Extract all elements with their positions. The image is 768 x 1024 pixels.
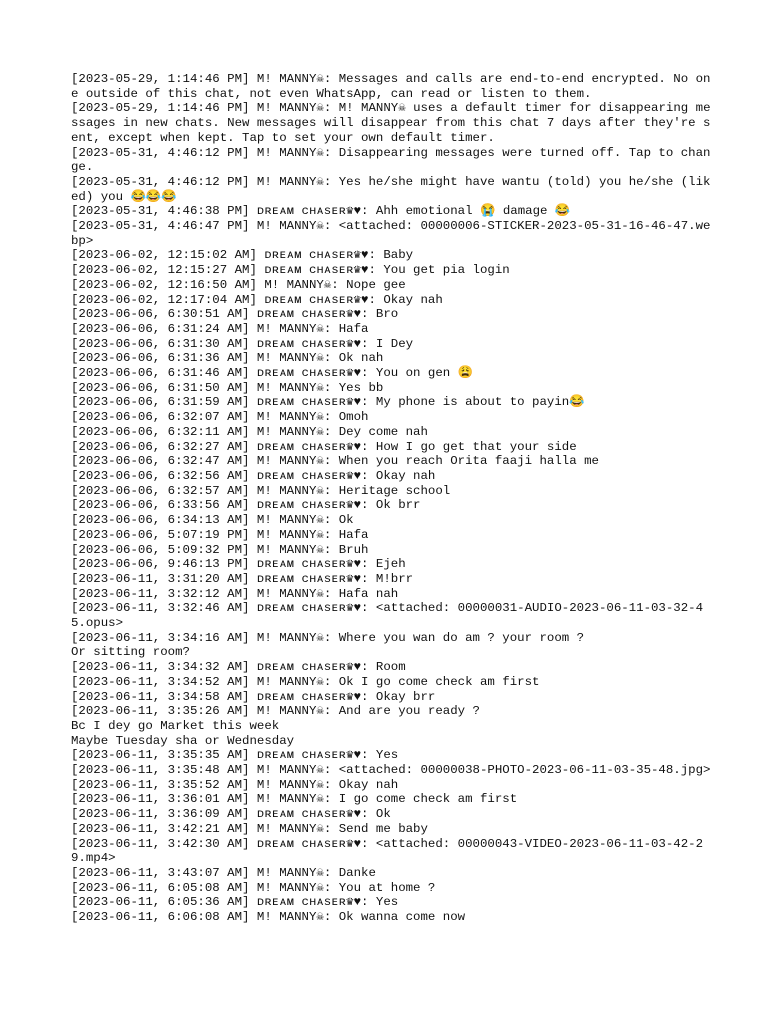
chat-line: [2023-05-31, 4:46:12 PM] M! MANNY☠: Disappearing messages were turned off. Tap to change. [71,145,711,175]
chat-line: [2023-06-02, 12:17:04 AM] ᴅʀᴇᴀᴍ ᴄʜᴀsᴇʀ♛♥: Okay nah [71,292,443,307]
chat-line: [2023-06-11, 3:42:21 AM] M! MANNY☠: Send me baby [71,821,428,836]
chat-line: [2023-05-31, 4:46:47 PM] M! MANNY☠: <attached: 00000006-STICKER-2023-05-31-16-46-47.webp> [71,219,711,248]
chat-line: [2023-06-06, 6:32:11 AM] M! MANNY☠: Dey come nah [71,424,428,439]
chat-line: [2023-06-06, 6:31:30 AM] ᴅʀᴇᴀᴍ ᴄʜᴀsᴇʀ♛♥: I Dey [71,336,414,351]
chat-line: [2023-05-31, 4:46:38 PM] ᴅʀᴇᴀᴍ ᴄʜᴀsᴇʀ♛♥: Ahh emotional 😭 damage 😂 [71,204,571,219]
chat-line: [2023-06-11, 3:35:26 AM] M! MANNY☠: And are you ready ? Bc I dey go Market this week Maybe Tuesday sha or Wednesday [71,704,480,748]
chat-line: [2023-06-11, 3:34:52 AM] M! MANNY☠: Ok I go come check am first [71,674,540,689]
chat-line: [2023-06-06, 6:31:24 AM] M! MANNY☠: Hafa [71,321,369,336]
chat-line: [2023-06-11, 3:34:16 AM] M! MANNY☠: Where you wan do am ? your room ? Or sitting room? [71,630,585,660]
chat-line: [2023-05-29, 1:14:46 PM] M! MANNY☠: Messages and calls are end-to-end encrypted. No one outside of this chat, not even WhatsApp, can read or listen to them. [71,72,711,101]
chat-line: [2023-06-02, 12:15:27 AM] ᴅʀᴇᴀᴍ ᴄʜᴀsᴇʀ♛♥: You get pia login [71,263,510,278]
chat-line: [2023-06-11, 3:34:32 AM] ᴅʀᴇᴀᴍ ᴄʜᴀsᴇʀ♛♥: Room [71,660,406,675]
chat-line: [2023-06-11, 3:35:35 AM] ᴅʀᴇᴀᴍ ᴄʜᴀsᴇʀ♛♥: Yes [71,748,399,763]
chat-line: [2023-06-11, 3:34:58 AM] ᴅʀᴇᴀᴍ ᴄʜᴀsᴇʀ♛♥: Okay brr [71,689,436,704]
chat-line: [2023-05-29, 1:14:46 PM] M! MANNY☠: M! MANNY☠ uses a default timer for disappearing messages in new chats. New messages will disappear from this chat 7 days after they're sent, except when kept. Tap to set your own default timer. [71,101,711,145]
chat-line: [2023-06-11, 3:43:07 AM] M! MANNY☠: Danke [71,865,376,880]
chat-line: [2023-06-06, 5:09:32 PM] M! MANNY☠: Bruh [71,542,369,557]
chat-line: [2023-06-11, 6:05:08 AM] M! MANNY☠: You at home ? [71,880,436,895]
chat-line: [2023-06-11, 3:32:46 AM] ᴅʀᴇᴀᴍ ᴄʜᴀsᴇʀ♛♥: <attached: 00000031-AUDIO-2023-06-11-03-32-45.opus> [71,601,704,631]
chat-line: [2023-06-06, 6:31:59 AM] ᴅʀᴇᴀᴍ ᴄʜᴀsᴇʀ♛♥: My phone is about to payin😂 [71,395,585,410]
chat-line: [2023-06-11, 3:42:30 AM] ᴅʀᴇᴀᴍ ᴄʜᴀsᴇʀ♛♥: <attached: 00000043-VIDEO-2023-06-11-03-42-29.mp4> [71,836,704,866]
chat-transcript [71,72,711,925]
chat-line: [2023-06-06, 6:31:36 AM] M! MANNY☠: Ok nah [71,351,384,366]
chat-line: [2023-06-06, 9:46:13 PM] ᴅʀᴇᴀᴍ ᴄʜᴀsᴇʀ♛♥: Ejeh [71,557,406,572]
chat-line: [2023-06-06, 6:33:56 AM] ᴅʀᴇᴀᴍ ᴄʜᴀsᴇʀ♛♥: Ok brr [71,498,421,513]
chat-line: [2023-06-11, 3:36:01 AM] M! MANNY☠: I go come check am first [71,792,518,807]
chat-line: [2023-06-02, 12:15:02 AM] ᴅʀᴇᴀᴍ ᴄʜᴀsᴇʀ♛♥: Baby [71,248,414,263]
chat-line: [2023-06-11, 3:31:20 AM] ᴅʀᴇᴀᴍ ᴄʜᴀsᴇʀ♛♥: M!brr [71,571,414,586]
chat-line: [2023-06-11, 6:05:36 AM] ᴅʀᴇᴀᴍ ᴄʜᴀsᴇʀ♛♥: Yes [71,895,399,910]
chat-line: [2023-06-11, 3:32:12 AM] M! MANNY☠: Hafa nah [71,586,399,601]
chat-line: [2023-06-06, 6:32:27 AM] ᴅʀᴇᴀᴍ ᴄʜᴀsᴇʀ♛♥: How I go get that your side [71,439,577,454]
chat-line: [2023-06-06, 6:31:50 AM] M! MANNY☠: Yes bb [71,380,384,395]
chat-line: [2023-06-06, 6:32:47 AM] M! MANNY☠: When you reach Orita faaji halla me [71,454,599,469]
chat-line: [2023-06-02, 12:16:50 AM] M! MANNY☠: Nope gee [71,277,406,292]
chat-line: [2023-06-06, 6:32:07 AM] M! MANNY☠: Omoh [71,410,369,425]
chat-line: [2023-06-06, 6:32:56 AM] ᴅʀᴇᴀᴍ ᴄʜᴀsᴇʀ♛♥: Okay nah [71,468,436,483]
chat-line: [2023-06-06, 6:31:46 AM] ᴅʀᴇᴀᴍ ᴄʜᴀsᴇʀ♛♥: You on gen 😩 [71,366,474,381]
chat-line: [2023-06-11, 3:35:52 AM] M! MANNY☠: Okay nah [71,777,399,792]
chat-line: [2023-06-06, 5:07:19 PM] M! MANNY☠: Hafa [71,527,369,542]
chat-line: [2023-06-06, 6:32:57 AM] M! MANNY☠: Heritage school [71,483,451,498]
chat-line: [2023-06-06, 6:34:13 AM] M! MANNY☠: Ok [71,513,354,528]
chat-line: [2023-06-11, 3:36:09 AM] ᴅʀᴇᴀᴍ ᴄʜᴀsᴇʀ♛♥: Ok [71,807,391,822]
chat-line: [2023-05-31, 4:46:12 PM] M! MANNY☠: Yes he/she might have wantu (told) you he/she (liked) you 😂😂😂 [71,174,711,204]
chat-line: [2023-06-11, 6:06:08 AM] M! MANNY☠: Ok wanna come now [71,910,466,925]
chat-line: [2023-06-06, 6:30:51 AM] ᴅʀᴇᴀᴍ ᴄʜᴀsᴇʀ♛♥: Bro [71,307,399,322]
chat-line: [2023-06-11, 3:35:48 AM] M! MANNY☠: <attached: 00000038-PHOTO-2023-06-11-03-35-48.jpg> [71,763,711,778]
